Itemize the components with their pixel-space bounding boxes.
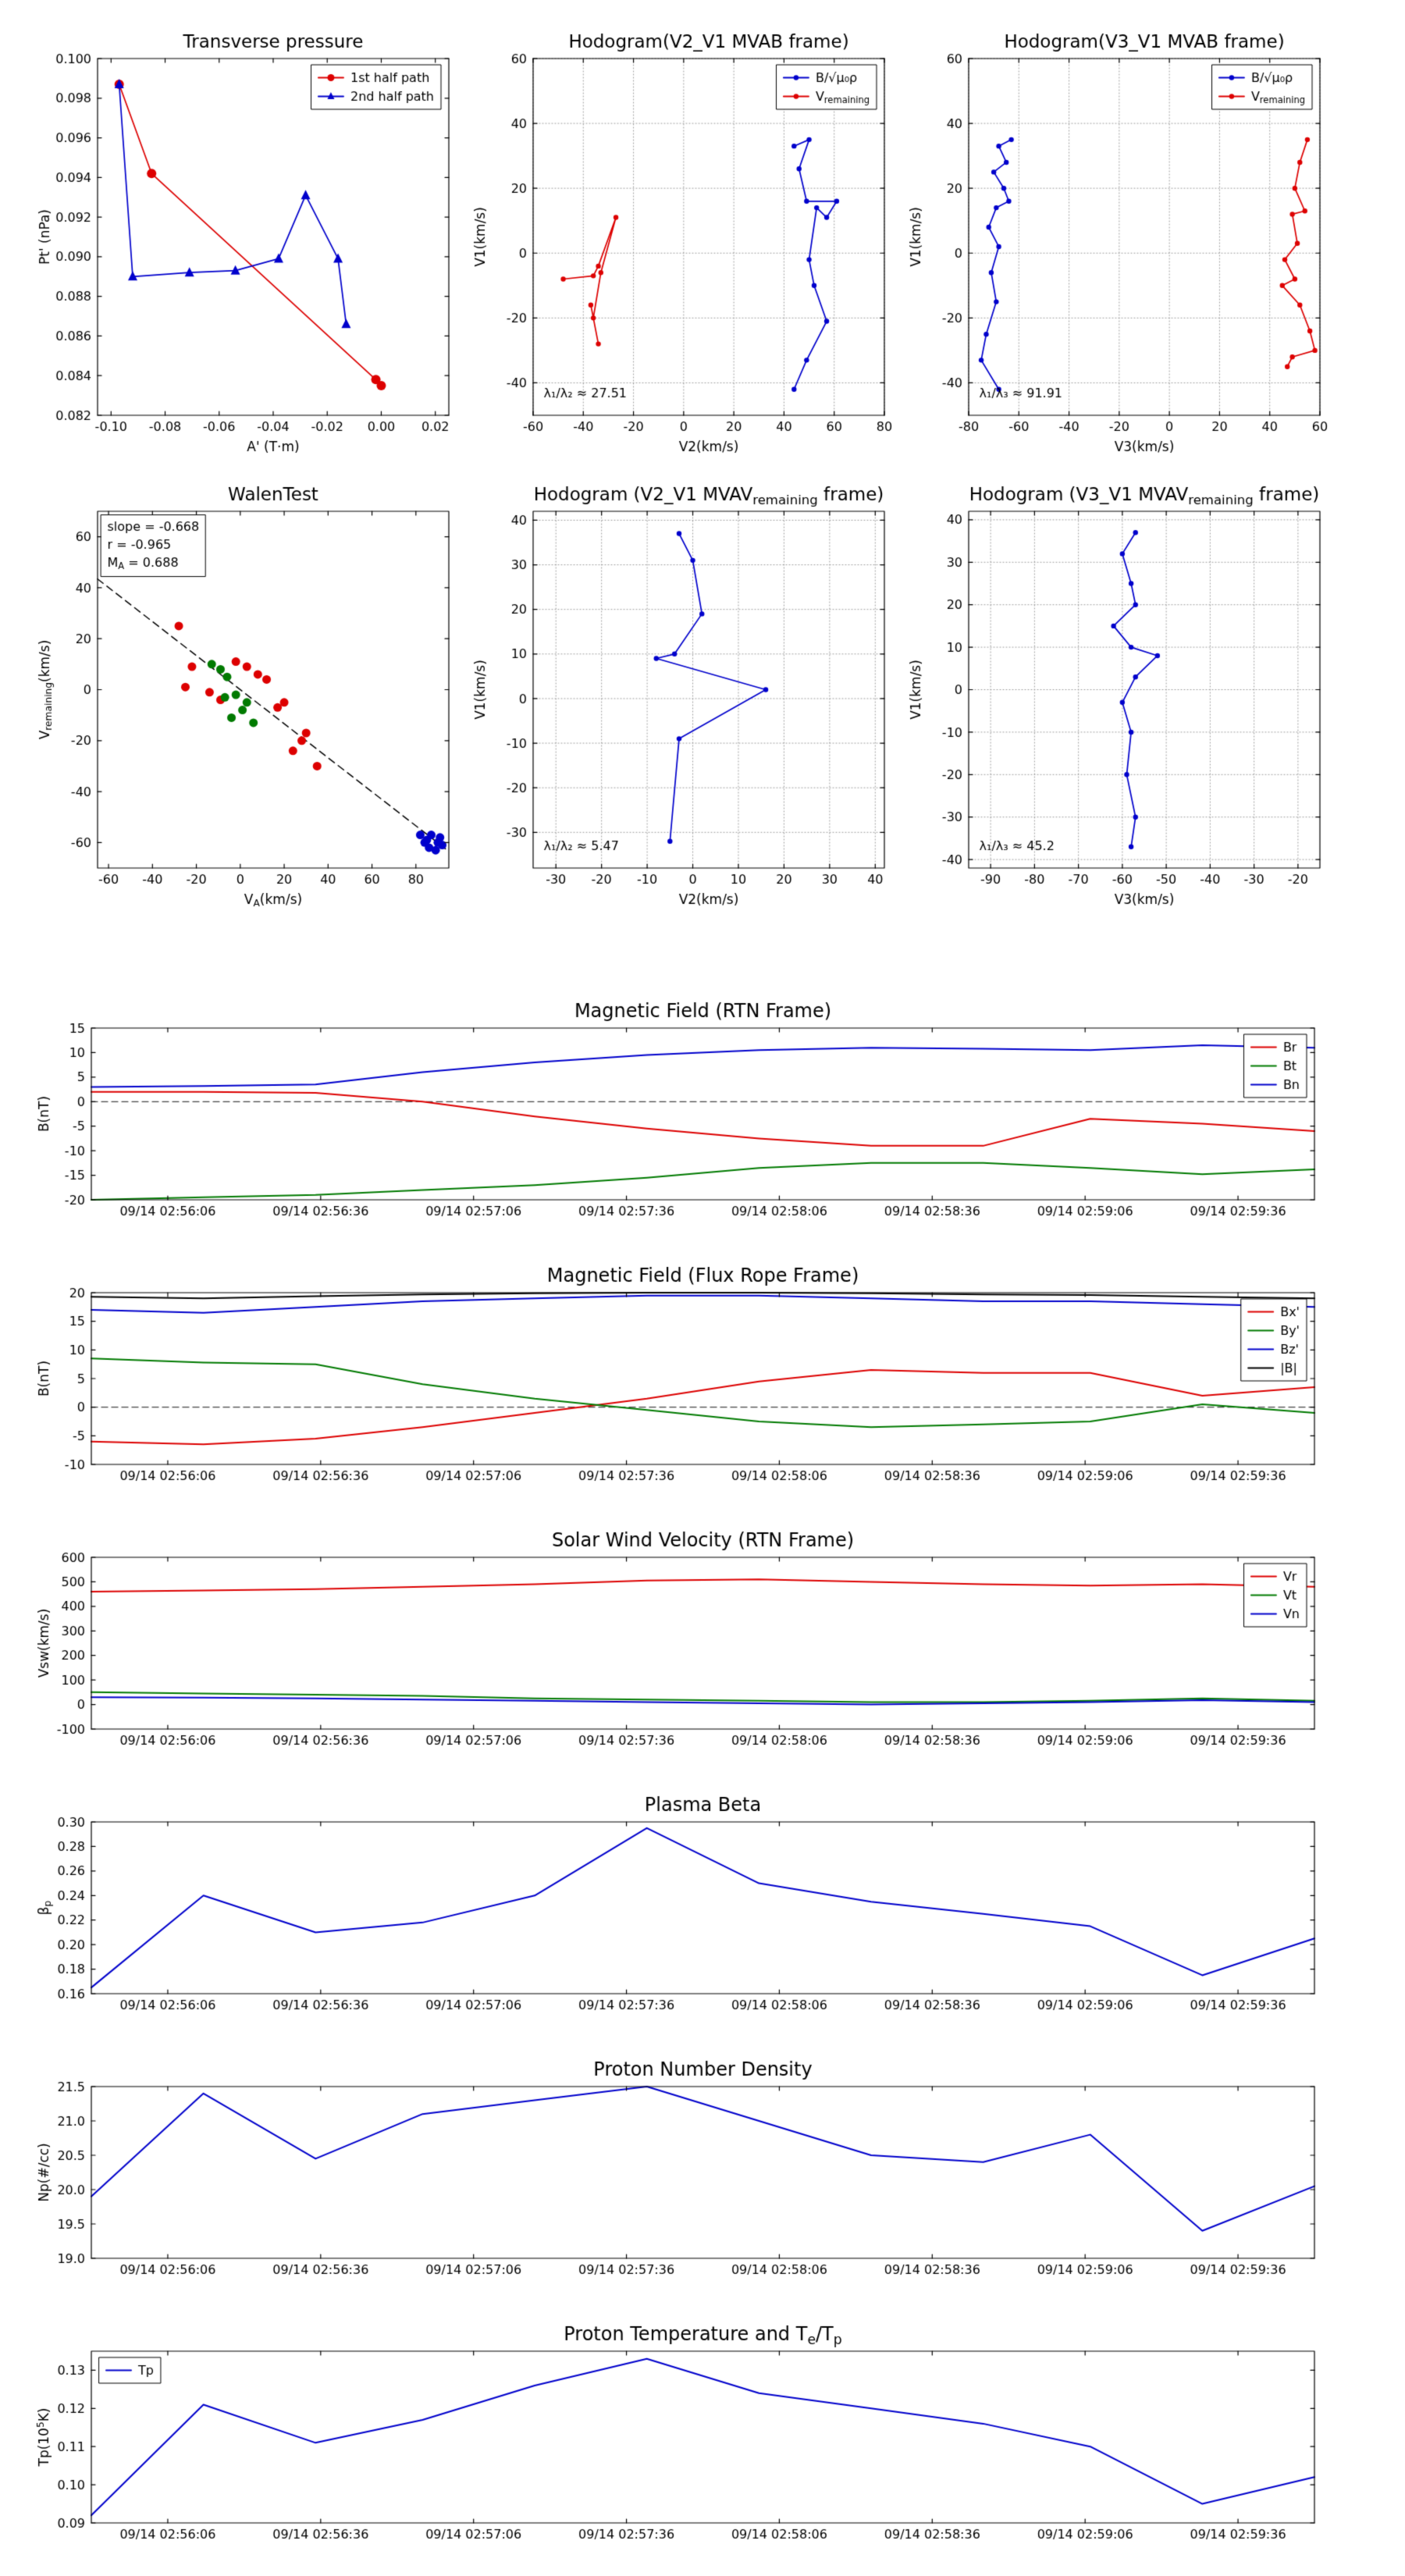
panel-plasma-beta: [23, 1766, 1382, 2023]
proton-temp-canvas: [23, 2295, 1382, 2553]
velocity-rtn-canvas: [23, 1501, 1382, 1759]
hodogram-v2v1-mvab-canvas: [459, 16, 896, 468]
panel-hodogram-v2v1-mvab: [459, 16, 896, 468]
hodogram-v3v1-mvav-canvas: [895, 468, 1332, 921]
panel-magnetic-field-rtn: [23, 972, 1382, 1229]
mag-fluxrope-canvas: [23, 1236, 1382, 1494]
panel-magnetic-field-fluxrope: [23, 1236, 1382, 1494]
plasma-beta-canvas: [23, 1766, 1382, 2023]
hodogram-v3v1-mvab-canvas: [895, 16, 1332, 468]
walen-test-canvas: [23, 468, 461, 921]
transverse-pressure-canvas: [23, 16, 461, 468]
proton-density-canvas: [23, 2030, 1382, 2288]
hodogram-v2v1-mvav-canvas: [459, 468, 896, 921]
panel-proton-temperature: [23, 2295, 1382, 2553]
panel-hodogram-v3v1-mvav: [895, 468, 1332, 921]
panel-proton-density: [23, 2030, 1382, 2288]
mag-rtn-canvas: [23, 972, 1382, 1229]
panel-transverse-pressure: [23, 16, 461, 468]
panel-hodogram-v3v1-mvab: [895, 16, 1332, 468]
panel-walen-test: [23, 468, 461, 921]
panel-hodogram-v2v1-mvav: [459, 468, 896, 921]
panel-solar-wind-velocity: [23, 1501, 1382, 1759]
